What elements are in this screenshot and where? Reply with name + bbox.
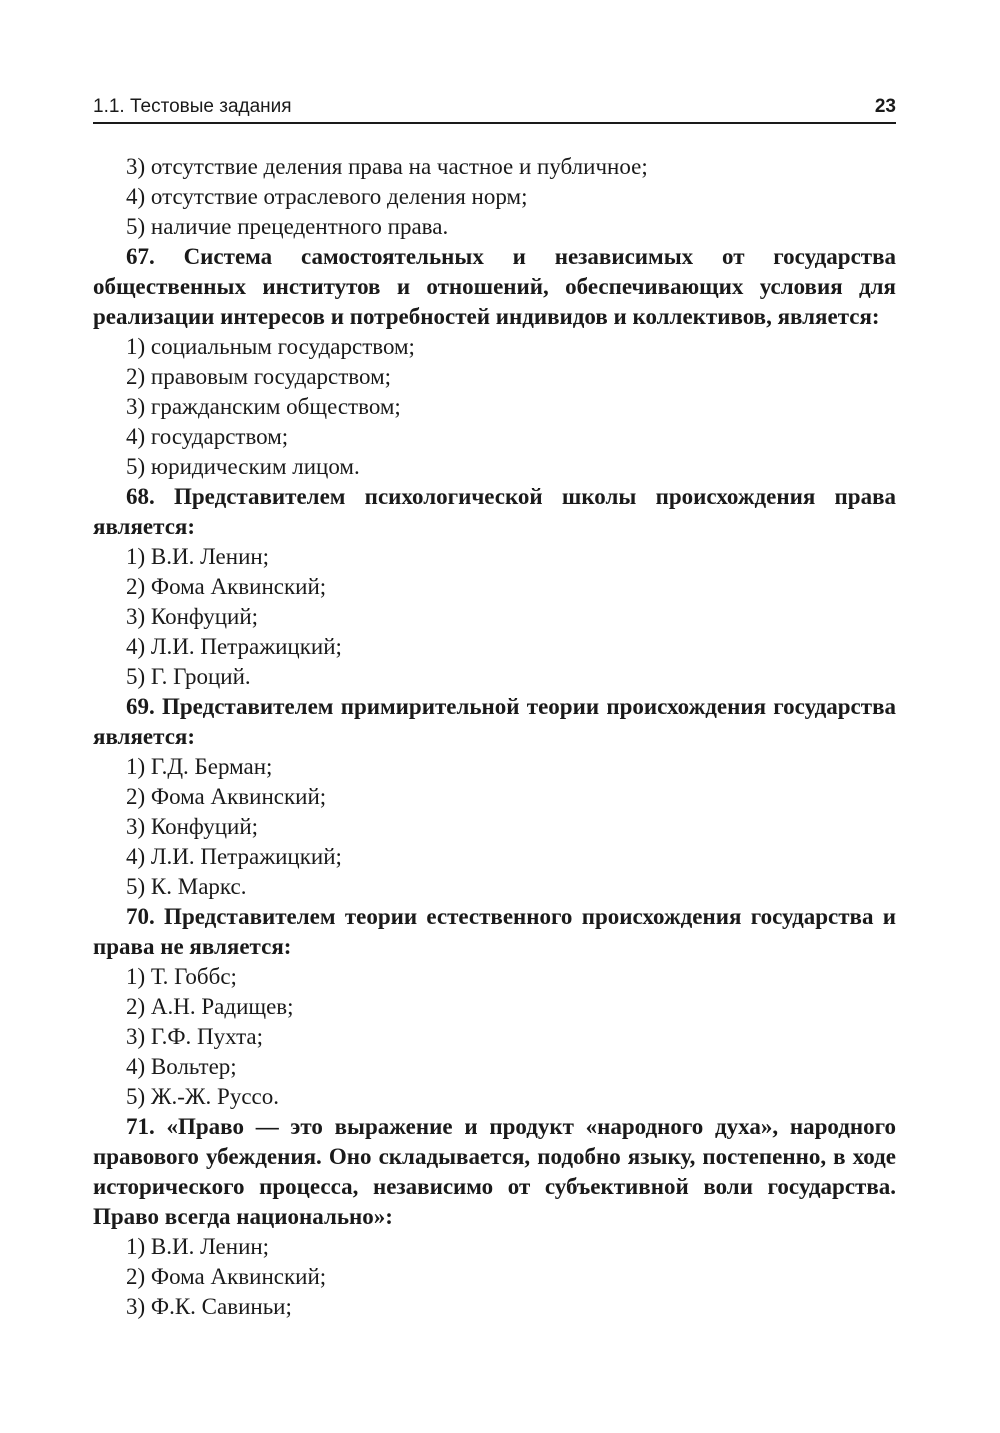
page-content	[93, 152, 896, 1322]
question-69: 69. Представителем примирительной теории происхождения государства является:	[93, 694, 896, 749]
answer-option: 3) Г.Ф. Пухта;	[126, 1024, 264, 1049]
answer-option: 2) Фома Аквинский;	[126, 574, 327, 599]
book-page	[93, 95, 896, 1322]
answer-option: 5) юридическим лицом.	[126, 454, 360, 479]
answer-option: 1) социальным государством;	[126, 334, 415, 359]
answer-option: 4) Вольтер;	[126, 1054, 237, 1079]
answer-option: 4) Л.И. Петражицкий;	[126, 844, 342, 869]
answer-option: 1) В.И. Ленин;	[126, 1234, 270, 1259]
question-68: 68. Представителем психологической школы происхождения права является:	[93, 484, 896, 539]
answer-option: 3) гражданским обществом;	[126, 394, 401, 419]
answer-option: 2) Фома Аквинский;	[126, 1264, 327, 1289]
answer-option: 4) отсутствие отраслевого деления норм;	[126, 184, 528, 209]
running-header	[93, 95, 896, 124]
answer-option: 1) Т. Гоббс;	[126, 964, 237, 989]
answer-option: 5) Г. Гроций.	[126, 664, 251, 689]
answer-option: 3) Ф.К. Савиньи;	[126, 1294, 292, 1319]
answer-option: 2) А.Н. Радищев;	[126, 994, 294, 1019]
question-70: 70. Представителем теории естественного происхождения государства и права не является:	[93, 904, 896, 959]
answer-option: 5) К. Маркс.	[126, 874, 247, 899]
answer-option: 2) Фома Аквинский;	[126, 784, 327, 809]
section-title: 1.1. Тестовые задания	[93, 96, 292, 117]
page-number: 23	[874, 96, 896, 117]
answer-option: 5) Ж.-Ж. Руссо.	[126, 1084, 279, 1109]
answer-option: 1) Г.Д. Берман;	[126, 754, 273, 779]
answer-option: 3) отсутствие деления права на частное и публичное;	[126, 154, 648, 179]
question-67: 67. Система самостоятельных и независимых от государства общественных институтов и отношений, обеспечивающих условия для реализации интересов и потребностей индивидов и коллективов, является:	[93, 244, 896, 329]
question-71: 71. «Право — это выражение и продукт «народного духа», народного правового убеждения. Оно складывается, подобно языку, постепенно, в ходе исторического процесса, независимо от субъективной воли государства. Право всегда национально»:	[93, 1114, 896, 1229]
answer-option: 4) Л.И. Петражицкий;	[126, 634, 342, 659]
answer-option: 3) Конфуций;	[126, 814, 259, 839]
answer-option: 4) государством;	[126, 424, 289, 449]
answer-option: 2) правовым государством;	[126, 364, 392, 389]
answer-option: 5) наличие прецедентного права.	[126, 214, 449, 239]
answer-option: 3) Конфуций;	[126, 604, 259, 629]
answer-option: 1) В.И. Ленин;	[126, 544, 270, 569]
